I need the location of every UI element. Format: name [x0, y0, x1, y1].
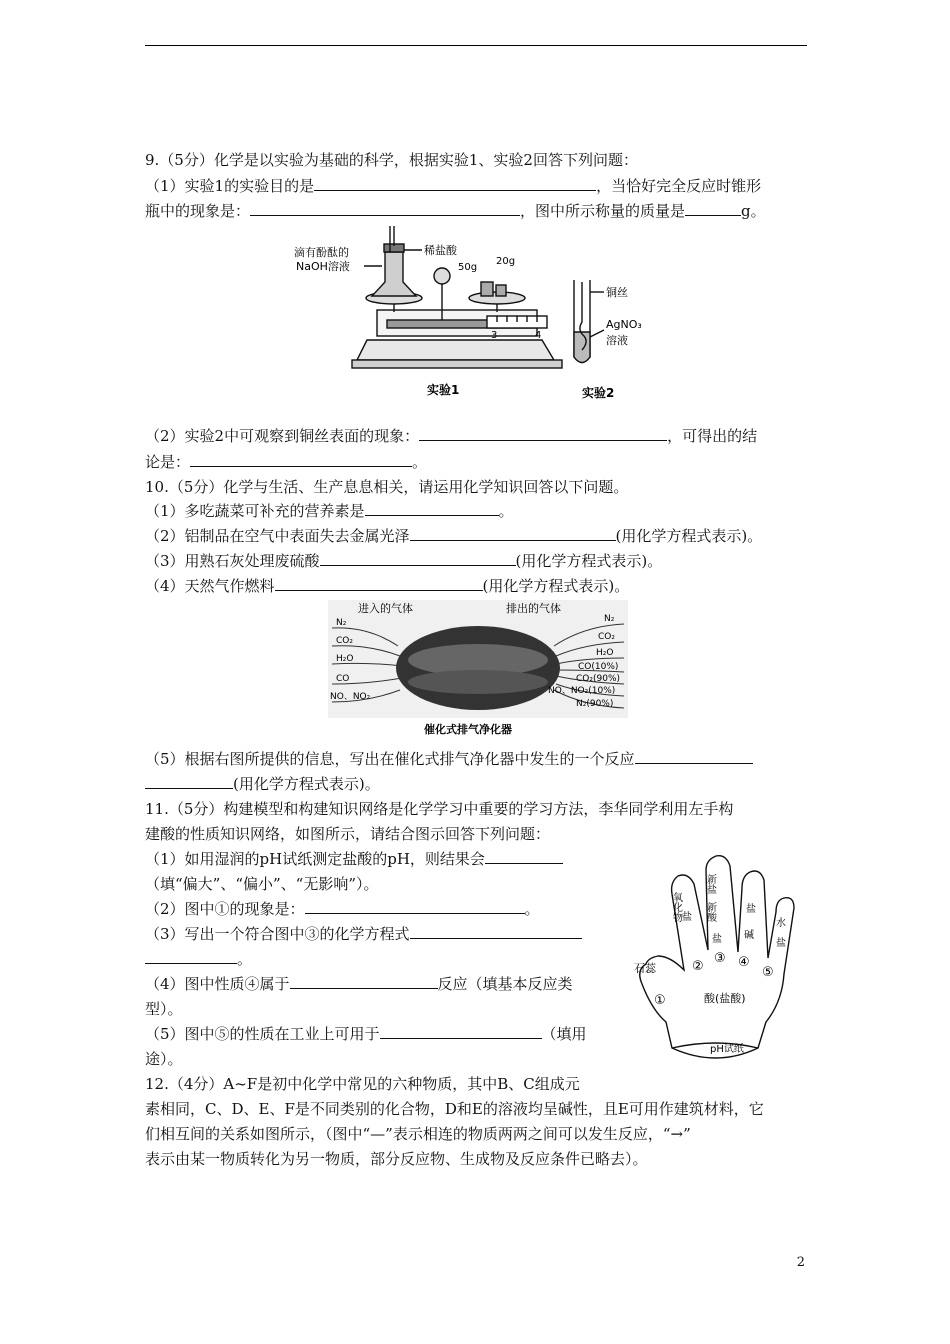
q11-part3-line2: 。 — [145, 948, 252, 970]
out-gas-title: 排出的气体 — [506, 602, 561, 615]
q11-part3-line1: （3）写出一个符合图中③的化学方程式 — [145, 923, 582, 945]
ruler-tick-3: 3 — [491, 330, 498, 341]
label-hcl: 稀盐酸 — [424, 244, 457, 257]
label-weight-50g: 50g — [458, 262, 478, 273]
q10-part4: （4）天然气作燃料 (用化学方程式表示)。 — [145, 577, 630, 595]
q11-part1-line2: （填“偏大”、“偏小”、“无影响”）。 — [145, 875, 379, 893]
q12-line1: 12.（4分）A~F是初中化学中常见的六种物质，其中B、C组成元 — [145, 1075, 580, 1093]
q9-blank-phenomenon[interactable] — [250, 201, 520, 216]
q11-blank-equation-1[interactable] — [410, 924, 582, 939]
q12-line4: 表示由某一物质转化为另一物质，部分反应物、生成物及反应条件已略去）。 — [145, 1150, 648, 1168]
out-gas-2: H₂O — [596, 648, 614, 658]
q11-part5-line2: 途）。 — [145, 1050, 183, 1068]
q10-part5-line2: (用化学方程式表示)。 — [145, 773, 380, 795]
hand-wrist-ph-paper: pH试纸 — [710, 1044, 744, 1055]
hand-finger3-salt: 盐 — [746, 904, 756, 915]
q9-blank-mass[interactable] — [685, 201, 741, 216]
hand-palm-acid: 酸(盐酸) — [704, 992, 746, 1005]
q9-title: 9.（5分）化学是以实验为基础的科学，根据实验1、实验2回答下列问题： — [145, 151, 638, 169]
q10-part3: （3）用熟石灰处理废硫酸 (用化学方程式表示)。 — [145, 552, 663, 570]
q11-title-line2: 建酸的性质知识网络，如图所示，请结合图示回答下列问题： — [145, 825, 551, 843]
q9-blank-purpose[interactable] — [314, 176, 596, 191]
hand-finger2-new-acid: 新酸 — [704, 902, 716, 922]
label-phenolphthalein: 滴有酚酞的 — [294, 246, 349, 259]
q11-blank-reaction-type[interactable] — [290, 974, 438, 989]
hand-circle-1: ① — [654, 993, 666, 1008]
out-gas-0: N₂ — [604, 614, 615, 624]
q11-blank-ph[interactable] — [485, 849, 563, 864]
hand-finger1-salt: 盐 — [682, 912, 692, 923]
ruler-tick-4: 4 — [535, 330, 542, 341]
in-gas-0: N₂ — [336, 618, 347, 628]
q11-part4-line1: （4）图中性质④属于 反应（填基本反应类 — [145, 975, 573, 993]
q11-part1-line1: （1）如用湿润的pH试纸测定盐酸的pH，则结果会 — [145, 848, 563, 870]
q11-part5-line1: （5）图中⑤的性质在工业上可用于 （填用 — [145, 1025, 587, 1043]
q9-part1-line2: 瓶中的现象是： ，图中所示称量的质量是 g。 — [145, 202, 766, 220]
q12-line2: 素相同，C、D、E、F是不同类别的化合物，D和E的溶液均呈碱性，且E可用作建筑材料，它 — [145, 1100, 764, 1118]
hand-finger4-salt: 盐 — [776, 938, 786, 949]
label-naoh: NaOH溶液 — [296, 260, 350, 273]
out-gas-5: NO、NO₂(10%) — [548, 686, 616, 696]
q11-hand-diagram — [626, 852, 806, 1072]
in-gas-2: H₂O — [336, 654, 354, 664]
hand-finger4-water: 水 — [776, 918, 786, 929]
q11-title-line1: 11.（5分）构建模型和构建知识网络是化学学习中重要的学习方法，李华同学利用左手构 — [145, 800, 734, 818]
label-agno3: AgNO₃ — [606, 318, 642, 331]
label-copper-wire: 铜丝 — [606, 286, 628, 299]
q10-catalytic-converter-figure — [328, 600, 628, 740]
in-gas-4: NO、NO₂ — [330, 692, 371, 702]
in-gas-3: CO — [336, 674, 350, 684]
q9-blank-conclusion[interactable] — [190, 452, 412, 467]
q10-title: 10.（5分）化学与生活、生产息息相关，请运用化学知识回答以下问题。 — [145, 478, 629, 496]
caption-experiment-1: 实验1 — [427, 383, 460, 397]
page-number: 2 — [796, 1255, 805, 1270]
hand-finger1-oxide: 氧化物 — [670, 892, 682, 922]
q10-blank-nutrient[interactable] — [365, 501, 499, 516]
q10-blank-natural-gas[interactable] — [275, 576, 483, 591]
hand-finger2-new-salt: 新盐 — [704, 874, 716, 894]
q10-part1: （1）多吃蔬菜可补充的营养素是 。 — [145, 502, 514, 520]
q11-part4-line2: 型）。 — [145, 1000, 183, 1018]
converter-caption: 催化式排气净化器 — [424, 723, 512, 736]
hand-circle-5: ⑤ — [762, 965, 774, 980]
q10-part5-line1: （5）根据右图所提供的信息，写出在催化式排气净化器中发生的一个反应 — [145, 748, 753, 770]
out-gas-6: N₂(90%) — [576, 699, 614, 709]
q11-blank-industrial-use[interactable] — [380, 1024, 542, 1039]
q9-experiment-figure — [292, 222, 662, 402]
out-gas-4: CO₂(90%) — [576, 674, 621, 684]
q11-blank-equation-2[interactable] — [145, 949, 237, 964]
out-gas-3: CO(10%) — [578, 662, 619, 672]
label-solution: 溶液 — [606, 334, 628, 347]
hand-circle-2: ② — [692, 959, 704, 974]
q11-blank-phenomenon[interactable] — [305, 899, 525, 914]
hand-circle-4: ④ — [738, 955, 750, 970]
q9-part2-line1: （2）实验2中可观察到铜丝表面的现象： ，可得出的结 — [145, 427, 758, 445]
q10-blank-lime[interactable] — [320, 551, 516, 566]
q10-blank-converter-1[interactable] — [635, 749, 753, 764]
q9-part2-line2: 论是： 。 — [145, 453, 428, 471]
hand-finger2-salt: 盐 — [712, 934, 722, 945]
q12-line3: 们相互间的关系如图所示，（图中“—”表示相连的物质两两之间可以发生反应，“→” — [145, 1125, 691, 1143]
in-gas-title: 进入的气体 — [358, 602, 413, 615]
label-weight-20g: 20g — [496, 256, 516, 267]
in-gas-1: CO₂ — [336, 636, 353, 646]
q10-blank-aluminium[interactable] — [410, 526, 616, 541]
hand-circle-3: ③ — [714, 951, 726, 966]
header-rule — [145, 45, 807, 46]
caption-experiment-2: 实验2 — [582, 386, 615, 400]
q10-blank-converter-2[interactable] — [145, 774, 233, 789]
q11-part2: （2）图中①的现象是： 。 — [145, 900, 540, 918]
q10-part2: （2）铝制品在空气中表面失去金属光泽 (用化学方程式表示)。 — [145, 527, 763, 545]
hand-finger3-base: 碱 — [744, 930, 754, 941]
hand-thumb-litmus: 石蕊 — [634, 962, 656, 975]
q9-part1-line1: （1）实验1的实验目的是 ，当恰好完全反应时锥形 — [145, 177, 762, 195]
out-gas-1: CO₂ — [598, 632, 615, 642]
q9-blank-copper-surface[interactable] — [419, 426, 667, 441]
